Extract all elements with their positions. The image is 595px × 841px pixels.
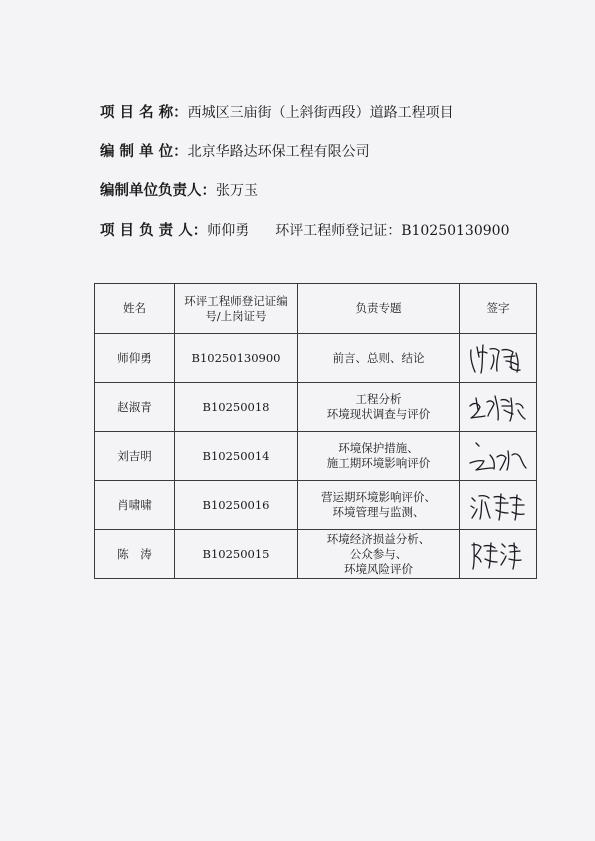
table-row xyxy=(95,383,537,432)
org-row xyxy=(100,140,370,161)
staff-topics xyxy=(298,383,460,432)
signature-cell xyxy=(460,530,537,579)
header-topics: 负责专题 xyxy=(298,284,460,334)
header-cert: 环评工程师登记证编号/上岗证号 xyxy=(175,284,298,334)
project-lead-row xyxy=(100,219,509,240)
signature-cell xyxy=(460,432,537,481)
topic-line: 环境管理与监测、 xyxy=(332,505,425,519)
staff-cert: B10250015 xyxy=(175,530,298,579)
staff-cert: B10250130900 xyxy=(175,334,298,383)
staff-cert: B10250016 xyxy=(175,481,298,530)
staff-name: 师仰勇 xyxy=(95,334,175,383)
staff-name: 赵淑青 xyxy=(95,383,175,432)
header-signature: 签字 xyxy=(460,284,537,334)
signature-cell xyxy=(460,334,537,383)
org-label: 编 制 单 位： xyxy=(100,144,188,160)
table-row xyxy=(95,334,537,383)
org-head-row xyxy=(100,179,258,200)
header-name: 姓名 xyxy=(95,284,175,334)
signature-image xyxy=(466,341,530,375)
org-head-label: 编制单位负责人： xyxy=(100,183,216,199)
table-row xyxy=(95,432,537,481)
org-name: 北京华路达环保工程有限公司 xyxy=(187,144,370,160)
topic-line: 工程分析 xyxy=(355,392,402,406)
cert-label: 环评工程师登记证： xyxy=(275,223,402,239)
staff-name: 陈 涛 xyxy=(95,530,175,579)
signature-image xyxy=(466,390,530,424)
staff-name: 肖啸啸 xyxy=(95,481,175,530)
signature-image xyxy=(466,488,530,522)
topic-line: 环境现状调查与评价 xyxy=(326,407,431,421)
project-lead: 师仰勇 xyxy=(207,223,250,239)
topic-line: 施工期环境影响评价 xyxy=(326,456,431,470)
topic-line: 前言、总则、结论 xyxy=(332,350,425,365)
staff-table xyxy=(94,283,537,579)
project-name-row xyxy=(100,101,454,122)
staff-name: 刘吉明 xyxy=(95,432,175,481)
table-row xyxy=(95,481,537,530)
staff-cert: B10250018 xyxy=(175,383,298,432)
project-name-label: 项 目 名 称： xyxy=(100,105,188,121)
signature-image xyxy=(466,439,530,473)
project-name: 西城区三庙街（上斜街西段）道路工程项目 xyxy=(187,105,454,121)
table-header-row xyxy=(95,284,537,334)
project-lead-label: 项 目 负 责 人： xyxy=(100,223,208,239)
signature-cell xyxy=(460,383,537,432)
org-head: 张万玉 xyxy=(216,183,258,199)
staff-topics xyxy=(298,432,460,481)
table-row xyxy=(95,530,537,579)
signature-cell xyxy=(460,481,537,530)
staff-cert: B10250014 xyxy=(175,432,298,481)
staff-topics xyxy=(298,481,460,530)
topic-line: 公众参与、 xyxy=(349,546,408,561)
cert-number: B10250130900 xyxy=(401,223,510,239)
topic-line: 环境保护措施、 xyxy=(338,441,419,455)
topic-line: 营运期环境影响评价、 xyxy=(321,490,436,504)
signature-image xyxy=(466,537,530,571)
topic-line: 环境风险评价 xyxy=(344,561,413,576)
topic-line: 环境经济损益分析、 xyxy=(326,531,431,546)
staff-topics xyxy=(298,530,460,579)
staff-topics xyxy=(298,334,460,383)
